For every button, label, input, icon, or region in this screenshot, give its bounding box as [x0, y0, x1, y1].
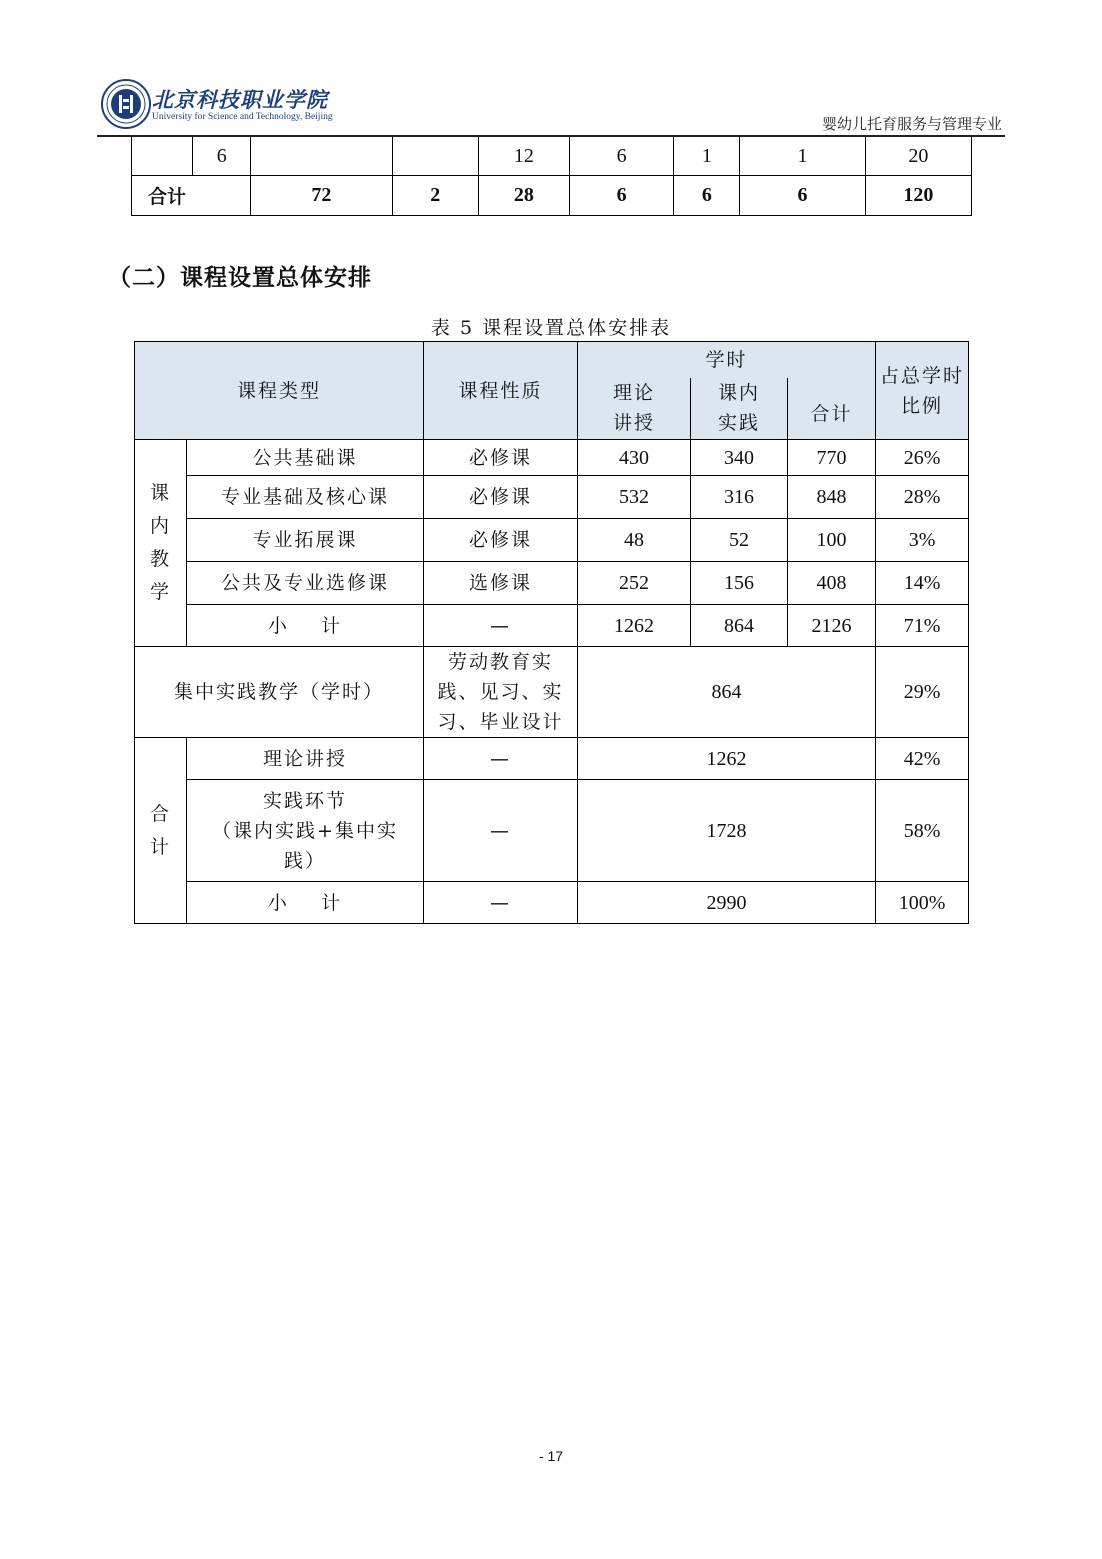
course-nature: — — [424, 605, 578, 647]
course-name: 公共基础课 — [187, 440, 424, 476]
header-practice-line2: 实践 — [718, 412, 761, 435]
course-name: 理论讲授 — [187, 738, 424, 780]
course-name: 公共及专业选修课 — [187, 562, 424, 605]
group-label-char: 教 — [149, 548, 171, 570]
practice-hours: 340 — [691, 440, 788, 476]
header-ratio — [876, 342, 969, 440]
table-cell: 120 — [865, 176, 971, 216]
total-hours: 100 — [788, 519, 876, 562]
hours-ratio: 26% — [876, 440, 969, 476]
course-arrangement-table — [134, 341, 969, 924]
table-row — [135, 780, 969, 882]
page-number: - 17 — [538, 1448, 564, 1464]
header-theory-line1: 理论 — [613, 382, 656, 405]
header-row — [135, 342, 969, 378]
header-course-nature: 课程性质 — [424, 342, 578, 440]
table-row — [135, 738, 969, 780]
group-label-char: 学 — [149, 581, 171, 603]
table-cell — [392, 137, 478, 176]
hours-ratio: 28% — [876, 476, 969, 519]
table-cell: 72 — [251, 176, 392, 216]
table-row — [135, 562, 969, 605]
table-cell: 1 — [740, 137, 865, 176]
header-ratio-line1: 占总学时 — [880, 364, 965, 387]
course-nature: — — [424, 738, 578, 780]
header-hours: 学时 — [578, 342, 876, 378]
group-label-char: 内 — [149, 515, 171, 537]
major-name: 婴幼儿托育服务与管理专业 — [821, 115, 1002, 133]
hours-ratio: 42% — [876, 738, 969, 780]
header-practice-line1: 课内 — [718, 382, 761, 405]
subtotal-row — [135, 605, 969, 647]
name-line: 实践环节 — [263, 789, 348, 812]
hours-ratio: 14% — [876, 562, 969, 605]
header-ratio-line2: 比例 — [901, 394, 944, 417]
total-hours: 2990 — [578, 882, 876, 924]
table-cell: 6 — [674, 176, 740, 216]
practice-hours: 316 — [691, 476, 788, 519]
table-cell: 6 — [740, 176, 865, 216]
subtotal-label: 小 计 — [187, 882, 424, 924]
table-row — [135, 440, 969, 476]
practice-hours: 52 — [691, 519, 788, 562]
course-nature: 必修课 — [424, 476, 578, 519]
group-label-in-class — [135, 440, 187, 647]
total-hours: 770 — [788, 440, 876, 476]
hours-ratio: 58% — [876, 780, 969, 882]
table-row — [132, 137, 972, 176]
table-row — [135, 476, 969, 519]
course-name: 集中实践教学（学时） — [135, 647, 424, 738]
university-name-cn: 北京科技职业学院 — [152, 87, 328, 112]
header-theory — [578, 378, 691, 440]
course-nature: 必修课 — [424, 440, 578, 476]
theory-hours: 532 — [578, 476, 691, 519]
table-cell: 6 — [570, 137, 674, 176]
course-nature: — — [424, 882, 578, 924]
table-row — [135, 647, 969, 738]
total-hours: 1728 — [578, 780, 876, 882]
header-sum: 合计 — [788, 378, 876, 440]
total-hours: 408 — [788, 562, 876, 605]
continued-table — [131, 137, 972, 216]
course-nature: 选修课 — [424, 562, 578, 605]
table-cell — [251, 137, 392, 176]
name-line: 践） — [284, 849, 327, 872]
name-line: （课内实践+集中实 — [212, 819, 398, 842]
nature-line: 习、毕业设计 — [437, 711, 564, 733]
hours-ratio: 29% — [876, 647, 969, 738]
total-row — [132, 176, 972, 216]
subtotal-row — [135, 882, 969, 924]
group-label-char: 合 — [149, 802, 171, 825]
section-heading: （二）课程设置总体安排 — [108, 265, 372, 291]
course-name — [187, 780, 424, 882]
group-label-char: 课 — [149, 482, 171, 504]
table-cell: 2 — [392, 176, 478, 216]
header-theory-line2: 讲授 — [613, 412, 656, 435]
nature-line: 劳动教育实 — [448, 651, 554, 673]
course-name: 专业基础及核心课 — [187, 476, 424, 519]
hours-ratio: 71% — [876, 605, 969, 647]
practice-hours: 156 — [691, 562, 788, 605]
total-hours: 2126 — [788, 605, 876, 647]
course-nature — [424, 647, 578, 738]
practice-hours: 864 — [691, 605, 788, 647]
table-row — [135, 519, 969, 562]
table-cell: 28 — [478, 176, 569, 216]
university-logo — [100, 78, 152, 130]
university-name-en: University for Science and Technology, Beijing — [152, 112, 333, 122]
table-cell: 6 — [193, 137, 251, 176]
group-label-total — [135, 738, 187, 924]
theory-hours: 1262 — [578, 605, 691, 647]
header-course-type: 课程类型 — [135, 342, 424, 440]
course-name: 专业拓展课 — [187, 519, 424, 562]
theory-hours: 48 — [578, 519, 691, 562]
table-cell — [132, 137, 193, 176]
table-cell: 6 — [570, 176, 674, 216]
group-label-char: 计 — [149, 835, 171, 858]
nature-line: 践、见习、实 — [437, 681, 564, 703]
table-cell: 1 — [674, 137, 740, 176]
hours-ratio: 100% — [876, 882, 969, 924]
table-cell: 12 — [478, 137, 569, 176]
theory-hours: 252 — [578, 562, 691, 605]
theory-hours: 430 — [578, 440, 691, 476]
subtotal-label: 小 计 — [187, 605, 424, 647]
total-hours: 1262 — [578, 738, 876, 780]
table-caption: 表 5 课程设置总体安排表 — [430, 317, 672, 339]
header-practice — [691, 378, 788, 440]
hours-ratio: 3% — [876, 519, 969, 562]
course-nature: 必修课 — [424, 519, 578, 562]
table-cell: 20 — [865, 137, 971, 176]
total-label: 合计 — [132, 176, 251, 216]
total-hours: 848 — [788, 476, 876, 519]
total-hours: 864 — [578, 647, 876, 738]
course-nature: — — [424, 780, 578, 882]
